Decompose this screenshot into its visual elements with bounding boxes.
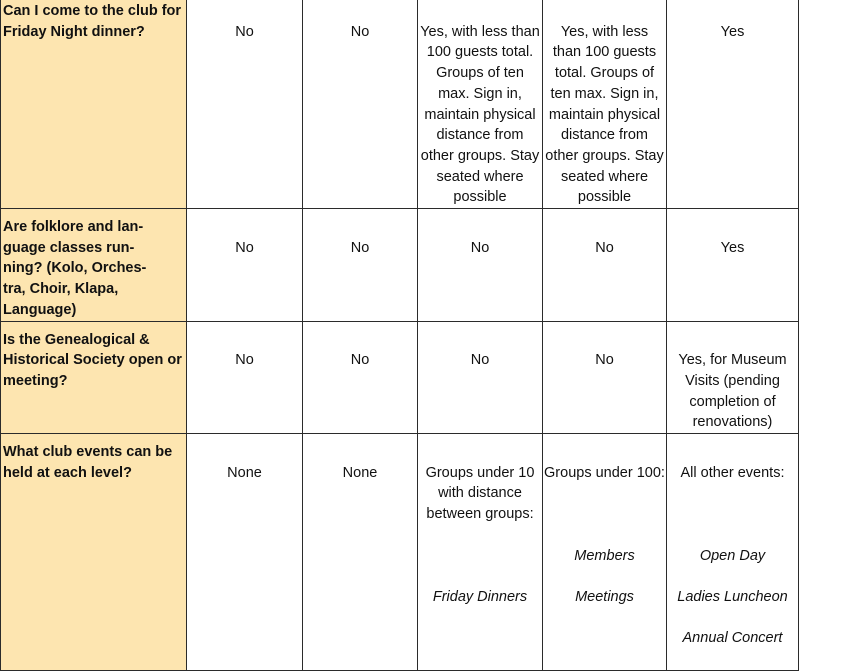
answer-cell [543, 321, 667, 434]
answer-cell [187, 0, 303, 209]
answer-cell [667, 321, 799, 434]
question-cell [1, 434, 187, 671]
question-text: Are folklore and lan-guage classes run-ning? (Kolo, Orches-tra, Choir, Klapa, Language) [3, 219, 147, 318]
answer-cell [303, 0, 418, 209]
table-row [1, 434, 799, 671]
answer-text: No [595, 352, 614, 369]
answer-text: No [350, 239, 370, 256]
answer-text: No [235, 23, 254, 40]
answer-intro-text: Groups under 100: [544, 464, 665, 481]
answer-text: No [350, 352, 370, 369]
event-item: Members [574, 547, 635, 564]
answer-cell [667, 0, 799, 209]
spacer [543, 504, 666, 525]
answer-cell [303, 321, 418, 434]
answer-cell [543, 209, 667, 322]
answer-text: No [350, 23, 370, 40]
answer-text: No [235, 239, 254, 256]
answer-cell [303, 209, 418, 322]
answer-text: Yes [720, 239, 745, 256]
answer-text: Yes [720, 23, 745, 40]
table-row [1, 209, 799, 322]
answer-text: None [342, 464, 378, 481]
answer-cell [187, 321, 303, 434]
event-item: Meetings [575, 588, 634, 605]
event-item: Annual Concert [682, 630, 783, 647]
answer-cell [667, 434, 799, 671]
answer-cell [418, 434, 543, 671]
event-item: Ladies Luncheon [677, 588, 788, 605]
answer-cell [187, 434, 303, 671]
spacer [667, 504, 798, 525]
answer-text: Yes, with less than 100 guests total. Groups of ten max. Sign in, maintain physical distance from other groups. Stay seated where possible [545, 23, 664, 206]
table-row [1, 0, 799, 209]
answer-cell [543, 434, 667, 671]
question-text: Is the Genealogical & Historical Society open or meeting? [3, 331, 182, 389]
answer-cell [418, 321, 543, 434]
question-cell [1, 0, 187, 209]
question-cell [1, 321, 187, 434]
answer-text: Yes, with less than 100 guests total. Groups of ten max. Sign in, maintain physical distance from other groups. Stay seated where possible [420, 23, 540, 206]
spacer [418, 546, 542, 567]
answer-text: None [227, 464, 262, 481]
question-text: What club events can be held at each level? [3, 444, 173, 481]
answer-text: No [470, 352, 490, 369]
answer-cell [418, 209, 543, 322]
event-item: Friday Dinners [432, 588, 528, 605]
answer-text: Yes, for Museum Visits (pending completion of renovations) [678, 352, 787, 431]
answer-cell [418, 0, 543, 209]
answer-intro-text: Groups under 10 with distance between groups: [425, 464, 535, 523]
answer-text: No [470, 239, 490, 256]
table-row [1, 321, 799, 434]
answer-cell [187, 209, 303, 322]
event-item: Open Day [699, 547, 766, 564]
answer-cell [667, 209, 799, 322]
answer-intro-text: All other events: [680, 464, 785, 481]
answer-text: No [235, 352, 254, 369]
answer-cell [303, 434, 418, 671]
question-text: Can I come to the club for Friday Night dinner? [3, 3, 182, 40]
answer-cell [543, 0, 667, 209]
answer-text: No [595, 239, 614, 256]
question-cell [1, 209, 187, 322]
